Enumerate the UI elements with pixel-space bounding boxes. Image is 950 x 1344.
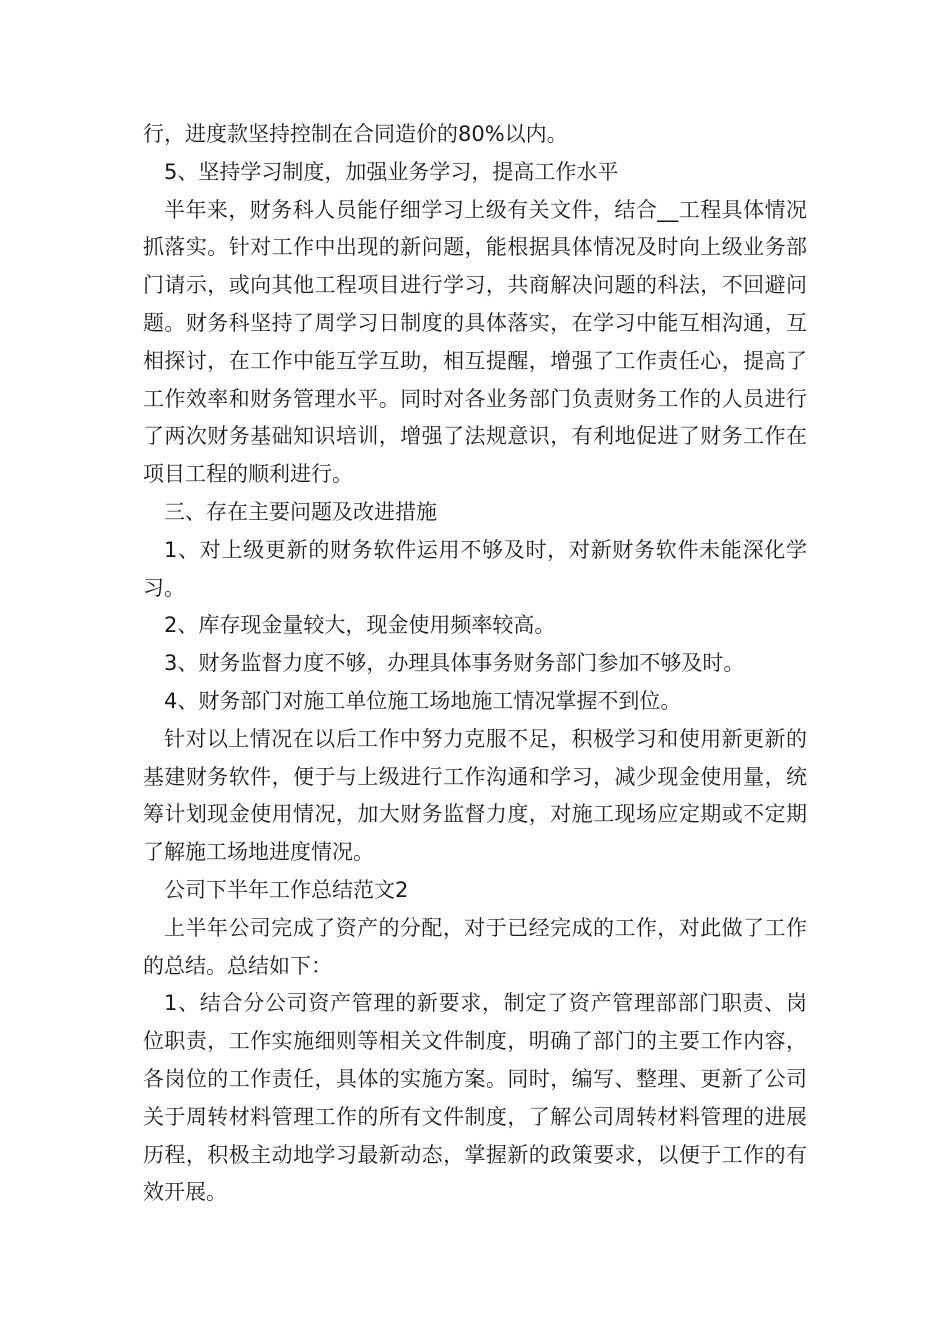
paragraph-improvement: 针对以上情况在以后工作中努力克服不足，积极学习和使用新更新的基建财务软件，便于与上级进行工作沟通和学习，减少现金使用量，统筹计划现金使用情况，加大财务监督力度，对施工现场应定期或不定期了解施工场地进度情况。 — [143, 726, 807, 865]
problem-item-2: 2、库存现金量较大，现金使用频率较高。 — [164, 613, 556, 638]
paragraph-study-summary: 半年来，财务科人员能仔细学习上级有关文件，结合__工程具体情况抓落实。针对工作中出现的新问题，能根据具体情况及时向上级业务部门请示，或向其他工程项目进行学习，共商解决问题的科法，不回避问题。财务科坚持了周学习日制度的具体落实，在学习中能互相沟通，互相探讨，在工作中能互学互助，相互提醒，增强了工作责任心，提高了工作效率和财务管理水平。同时对各业务部门负责财务工作的人员进行了两次财务基础知识培训，增强了法规意识，有利地促进了财务工作在项目工程的顺利进行。 — [143, 197, 807, 487]
problem-item-1: 1、对上级更新的财务软件运用不够及时，对新财务软件未能深化学习。 — [143, 537, 807, 600]
paragraph-continuation: 行，进度款坚持控制在合同造价的80%以内。 — [143, 122, 568, 146]
problem-item-4: 4、财务部门对施工单位施工场地施工情况掌握不到位。 — [164, 688, 682, 713]
article-title-2: 公司下半年工作总结范文2 — [164, 877, 409, 902]
paragraph-intro-2: 上半年公司完成了资产的分配，对于已经完成的工作，对此做了工作的总结。总结如下： — [143, 915, 807, 978]
paragraph-item-1-asset: 1、结合分公司资产管理的新要求，制定了资产管理部部门职责、岗位职责，工作实施细则等相关文件制度，明确了部门的主要工作内容，各岗位的工作责任，具体的实施方案。同时，编写、整理、更新了公司关于周转材料管理工作的所有文件制度，了解公司周转材料管理的进展历程，积极主动地学习最新动态，掌握新的政策要求，以便于工作的有效开展。 — [143, 991, 807, 1205]
document-body — [143, 116, 807, 1212]
problem-item-3: 3、财务监督力度不够，办理具体事务财务部门参加不够及时。 — [164, 651, 745, 676]
section-heading-problems: 三、存在主要问题及改进措施 — [164, 499, 437, 524]
section-heading-study-system: 5、坚持学习制度，加强业务学习，提高工作水平 — [164, 159, 619, 184]
